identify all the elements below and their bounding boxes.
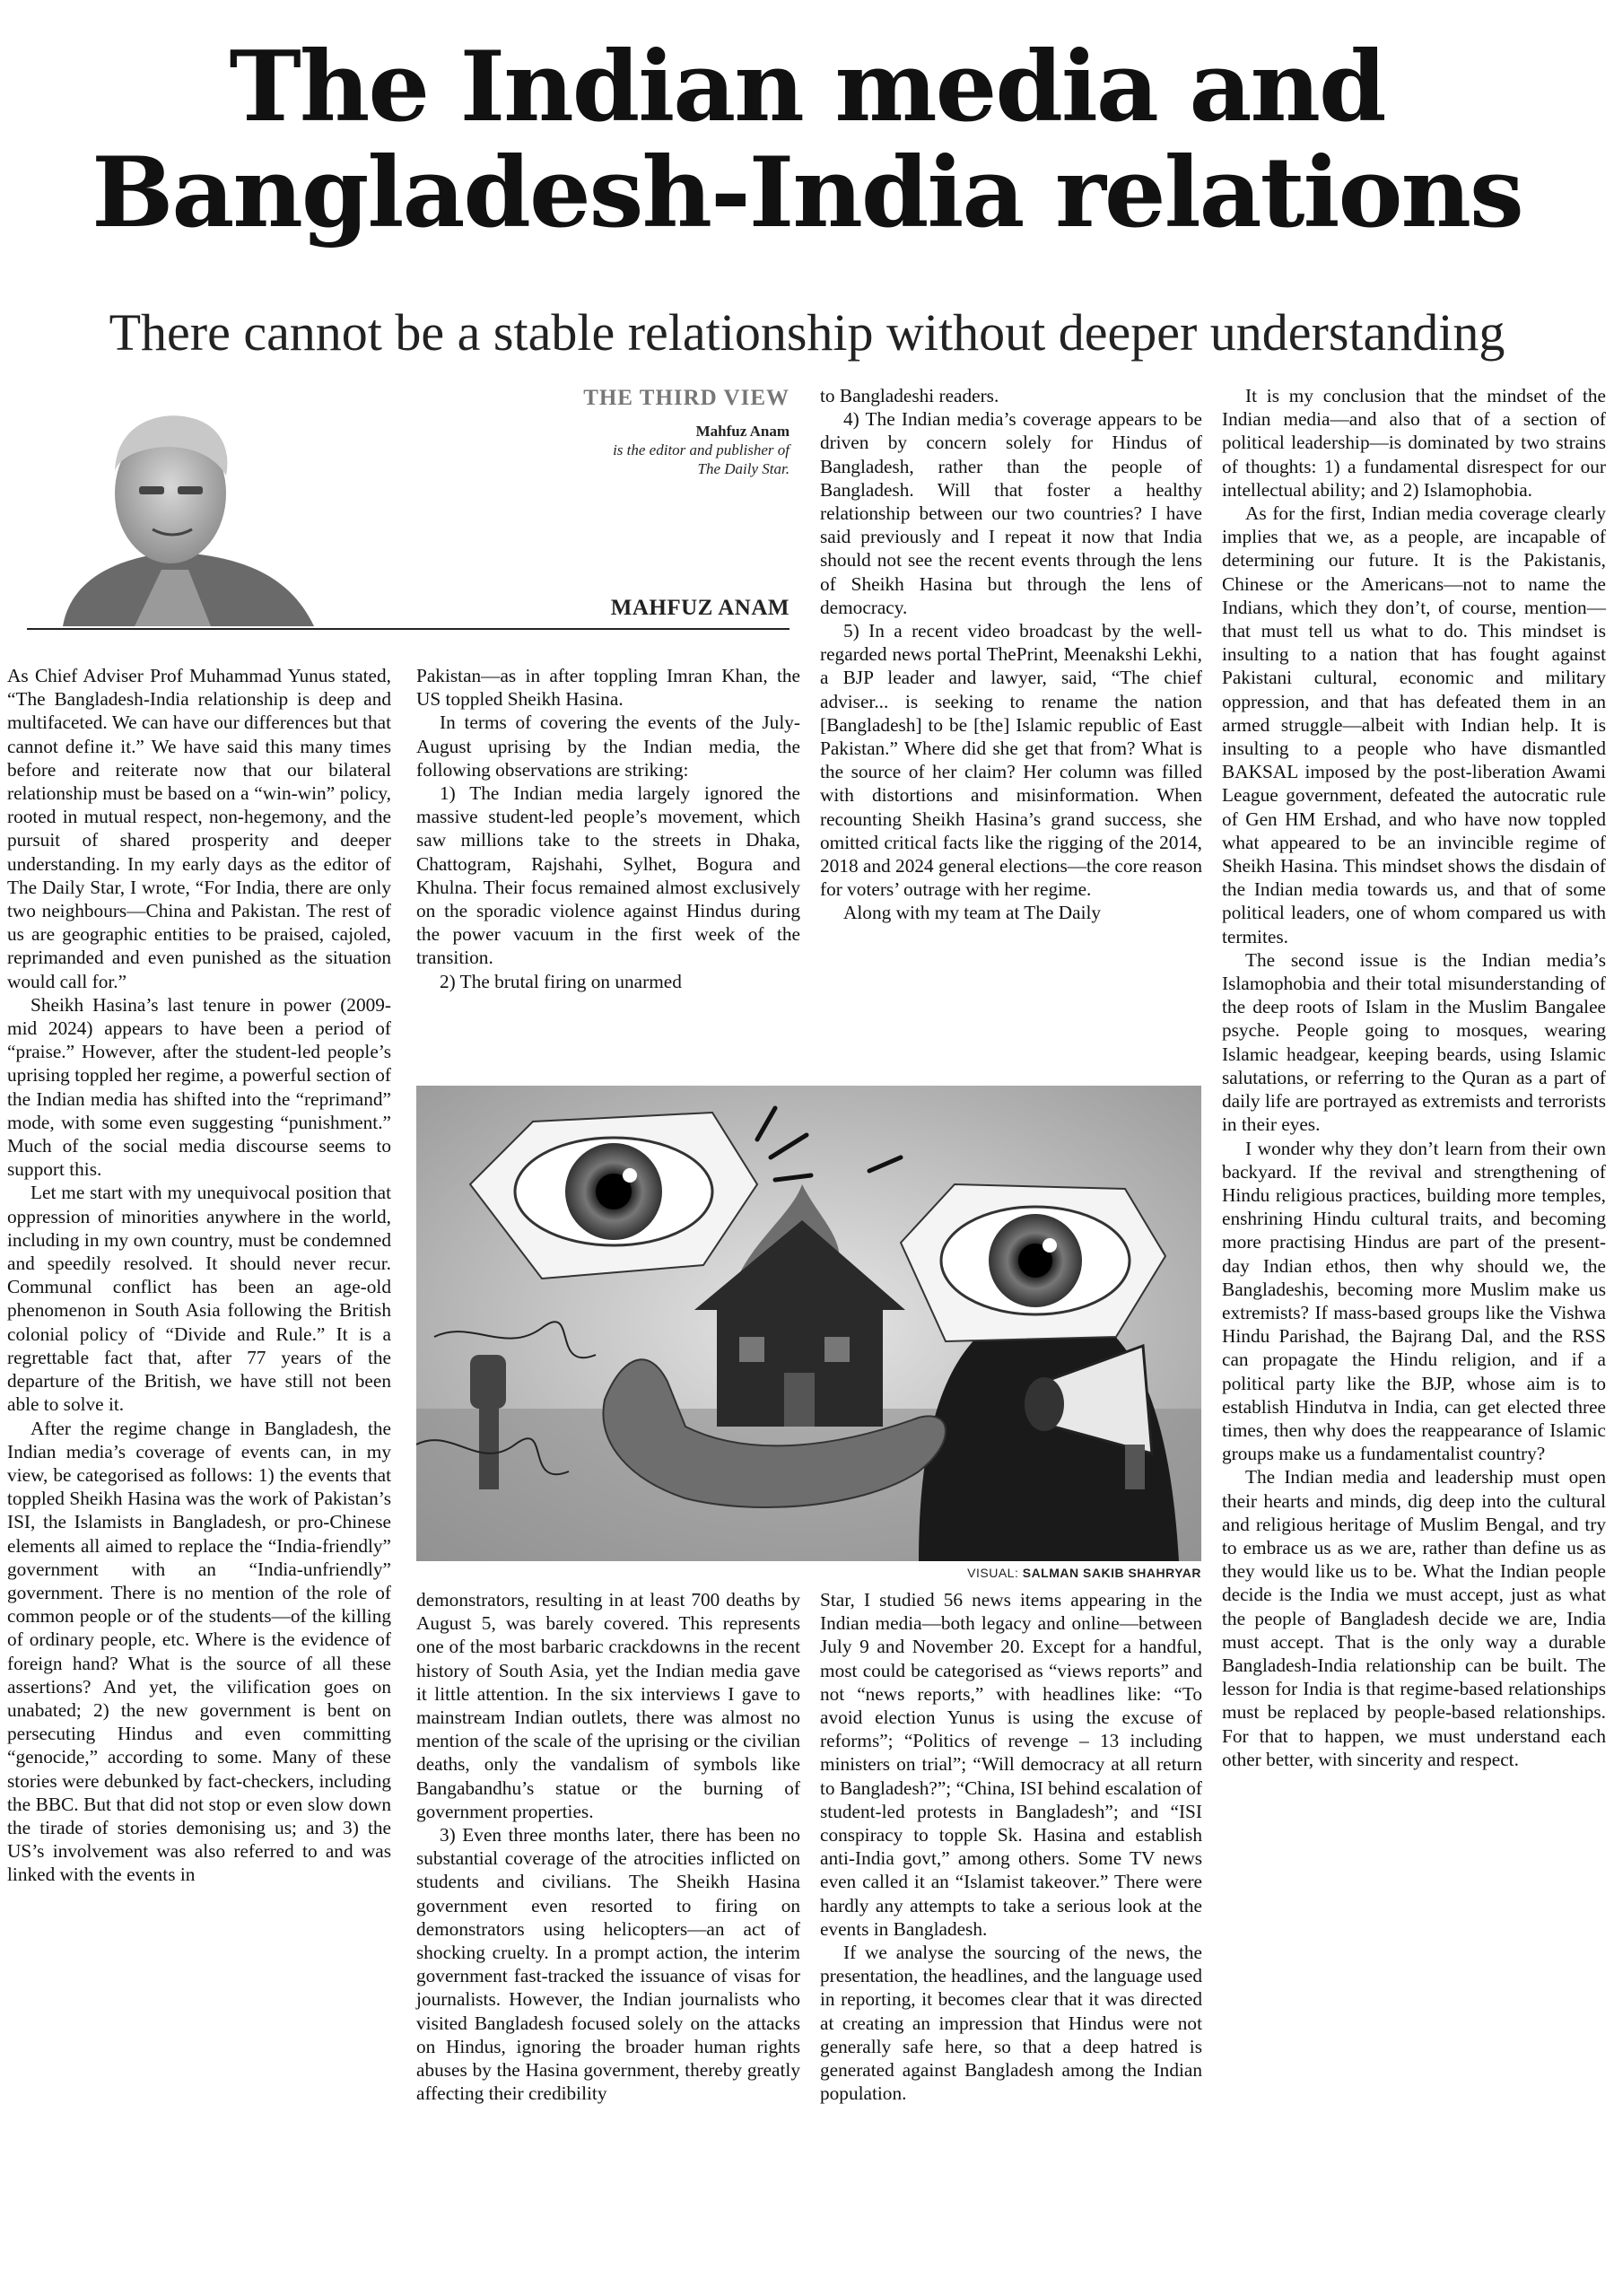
author-publication: The Daily Star. <box>697 460 790 477</box>
visual-credit-label: VISUAL: <box>967 1566 1019 1580</box>
paragraph: As for the first, Indian media coverage clearly implies that we, as a people, are incapable of determining our future. It is the Pakistanis, Chinese or the Americans—not to name the Indians, which they don’t, of course, mention—that must tell us what to do. This mindset is insulting to a nation that has fought against Pakistani cultural, economic and military oppression, and that has defeated them in an armed struggle—albeit with Indian help. It is insulting to a people who have dismantled BAKSAL imposed by the post-liberation Awami League government, defeated the autocratic rule of Gen HM Ershad, and who have now toppled what appeared to be an invincible regime of Sheikh Hasina. This mindset shows the disdain of the Indian media towards us, and that of some political leaders, one of whom compared us with termites. <box>1222 502 1606 947</box>
paragraph: to Bangladeshi readers. <box>820 385 999 406</box>
paragraph: After the regime change in Bangladesh, the Indian media’s coverage of events can, in my view, be categorised as follows: 1) the events that toppled Sheikh Hasina was the work of Pakistan’s ISI, the Islamists in Bangladesh, or pro-Chinese elements all aimed to replace the “India-friendly” government with an “India-unfriendly” government. There is no mention of the role of common people or of the students—of the killing of ordinary people, etc. Where is the evidence of foreign hand? What is the source of all these assertions? And yet, the vilification goes on unabated; 2) the new government is bent on persecuting Hindus and even committing “genocide,” according to some. Many of these stories were debunked by fact-checkers, including the BBC. But that did not stop or even slow down the tirade of stories demonising us; and 3) the US’s involvement was also referred to and was linked with the events in <box>7 1417 391 1886</box>
paragraph: If we analyse the sourcing of the news, the presentation, the headlines, and the language used in reporting, it becomes clear that it was directed at creating an impression that Hindus were not generally safe here, so that a deep hatred is generated against Bangladesh among the Indian population. <box>820 1942 1202 2105</box>
paragraph: Sheikh Hasina’s last tenure in power (2009-mid 2024) appears to have been a period of “praise.” However, after the student-led people’s uprising toppled her regime, a powerful section of the Indian media has shifted into the “reprimand” mode, with some even suggesting “punishment.” Much of the social media discourse seems to support this. <box>7 993 391 1181</box>
paragraph: 2) The brutal firing on unarmed <box>440 970 682 992</box>
article-column-1 <box>7 664 391 1887</box>
article-column-3-top <box>820 384 1202 925</box>
author-role: is the editor and publisher of <box>613 441 790 458</box>
article-column-3-bottom <box>820 1588 1202 2105</box>
paragraph: Pakistan—as in after toppling Imran Khan, the US toppled Sheikh Hasina. <box>416 665 800 711</box>
paragraph: Let me start with my unequivocal position that oppression of minorities anywhere in the world, including in my own country, must be condemned and speedily resolved. It should never recur. Communal conflict has been an age-old phenomenon in South Asia following the British colonial policy of “Divide and Rule.” It is a regrettable fact that, after 77 years of the departure of the British, we have still not been able to solve it. <box>7 1182 391 1416</box>
paragraph: I wonder why they don’t learn from their own backyard. If the revival and strengthening of Hindu religious practices, building more temples, enshrining Hindu cultural traits, and becoming more practising Hindus are part of the present-day Indian ethos, then why should we, the Bangladeshis, becoming more Muslim make us extremists? If mass-based groups like the Vishwa Hindu Parishad, the Bajrang Dal, and the RSS can propagate the Hindu religion, and if a political party like the BJP, whose aim is to establish Hindutva in India, can get elected three times, then why does the reappearance of Islamic groups make us a fundamentalist country? <box>1222 1137 1606 1465</box>
byline-divider <box>27 628 790 630</box>
article-column-2-bottom <box>416 1588 800 2105</box>
paragraph: The second issue is the Indian media’s Islamophobia and their total misunderstanding of the deep roots of Islam in the Muslim Bangalee psyche. People going to mosques, wearing Islamic headgear, keeping beards, using Islamic salutations, or referring to the Quran as a part of daily life are portrayed as extremists and terrorists in their eyes. <box>1222 948 1606 1136</box>
visual-credit-name: SALMAN SAKIB SHAHRYAR <box>1022 1566 1201 1580</box>
headline-line-2: Bangladesh-India relations <box>92 136 1522 249</box>
paragraph: demonstrators, resulting in at least 700 deaths by August 5, was barely covered. This represents one of the most barbaric crackdowns in the recent history of South Asia, yet the Indian media gave it little attention. In the six interviews I gave to mainstream Indian outlets, there was almost no mention of the scale of the uprising or the civilian deaths, only the vandalism of symbols like Bangabandhu’s statue or the burning of government properties. <box>416 1589 800 1822</box>
paragraph: 4) The Indian media’s coverage appears to be driven by concern solely for Hindus of Bangladesh, rather than the people of Bangladesh. Will that foster a healthy relationship between our two countries? I have said previously and I repeat it now that India should not see the recent events through the lens of Sheikh Hasina but through the lens of democracy. <box>820 408 1202 618</box>
paragraph: 5) In a recent video broadcast by the well-regarded news portal ThePrint, Meenakshi Lekhi, a BJP leader and lawyer, said, “The chief adviser... is seeking to rename the nation [Bangladesh] to be [the] Islamic republic of East Pakistan.” Where did she get that from? What is the source of her claim? Her column was filled with distortions and misinformation. When recounting Sheikh Hasina’s grand success, she omitted critical facts like the rigging of the 2014, 2018 and 2024 general elections—the core reason for voters’ outrage with her regime. <box>820 620 1202 901</box>
byline: MAHFUZ ANAM <box>610 596 790 620</box>
paragraph: Along with my team at The Daily <box>843 902 1102 924</box>
article-column-4 <box>1222 384 1606 1771</box>
author-portrait <box>27 386 323 626</box>
author-bio <box>502 422 790 478</box>
illustration <box>416 1086 1201 1561</box>
paragraph: It is my conclusion that the mindset of the Indian media—and also that of a section of political leadership—is dominated by two strains of thoughts: 1) a fundamental disrespect for our intellectual ability; and 2) Islamophobia. <box>1222 385 1606 501</box>
eye-right-icon <box>901 1184 1165 1341</box>
paragraph: In terms of covering the events of the July-August uprising by the Indian media, the following observations are striking: <box>416 711 800 781</box>
paragraph: 1) The Indian media largely ignored the massive student-led people’s movement, which saw millions take to the streets in Dhaka, Chattogram, Rajshahi, Sylhet, Bogura and Khulna. Their focus remained almost exclusively on the sporadic violence against Hindus during the power vacuum in the first week of the transition. <box>416 782 800 969</box>
paragraph: Star, I studied 56 news items appearing in the Indian media—both legacy and online—between July 9 and November 20. Except for a handful, most could be categorised as “views reports” and not “news reports,” with headlines like: “To avoid election Yunus is using the excuse of reforms”; “Politics of revenge – 13 including ministers on trial”; “Will democracy at all return to Bangladesh?”; “China, ISI behind escalation of student-led protests in Bangladesh”; and “ISI conspiracy to topple Sk. Hasina and establish anti-India govt,” among others. Some TV news even called it an “Islamist takeover.” There were hardly any attempts to take a serious look at the events in Bangladesh. <box>820 1589 1202 1940</box>
headline <box>0 31 1614 249</box>
paragraph: 3) Even three months later, there has been no substantial coverage of the atrocities inflicted on students and civilians. The Sheikh Hasina government even resorted to firing on demonstrators using helicopters—an act of shocking cruelty. In a prompt action, the interim government fast-tracked the issuance of visas for journalists. However, the Indian journalists who visited Bangladesh focused solely on the attacks on Hindus, ignoring the broader human rights abuses by the Hasina government, thereby greatly affecting their credibility <box>416 1824 800 2105</box>
column-label: THE THIRD VIEW <box>583 386 790 410</box>
subheadline: There cannot be a stable relationship without deeper understanding <box>109 303 1505 362</box>
headline-line-1: The Indian media and <box>229 31 1385 144</box>
paragraph: The Indian media and leadership must open their hearts and minds, dig deep into the cultural and religious heritage of Muslim Bengal, and try to embrace us as we are, rather than define us as they would like us to be. What the Indian people decide is the India we must accept, just as what the people of Bangladesh decide we are, India must accept. That is the only way a durable Bangladesh-India relationship can be built. The lesson for India is that regime-based relationships must be replaced by people-based relationships. For that to happen, we must understand each other better, with sincerity and respect. <box>1222 1466 1606 1770</box>
paragraph: As Chief Adviser Prof Muhammad Yunus stated, “The Bangladesh-India relationship is deep and multifaceted. We can have our differences but that cannot define it.” We have said this many times before and reiterate now that our bilateral relationship must be based on a “win-win” policy, rooted in mutual respect, non-hegemony, and the pursuit of shared prosperity and deeper understanding. In my early days as the editor of The Daily Star, I wrote, “For India, there are only two neighbours—China and Pakistan. The rest of us are geographic entities to be praised, cajoled, reprimanded and even punished as the situation would call for.” <box>7 665 391 992</box>
author-name: Mahfuz Anam <box>695 423 790 440</box>
article-column-2-top <box>416 664 800 993</box>
visual-credit <box>888 1566 1201 1580</box>
